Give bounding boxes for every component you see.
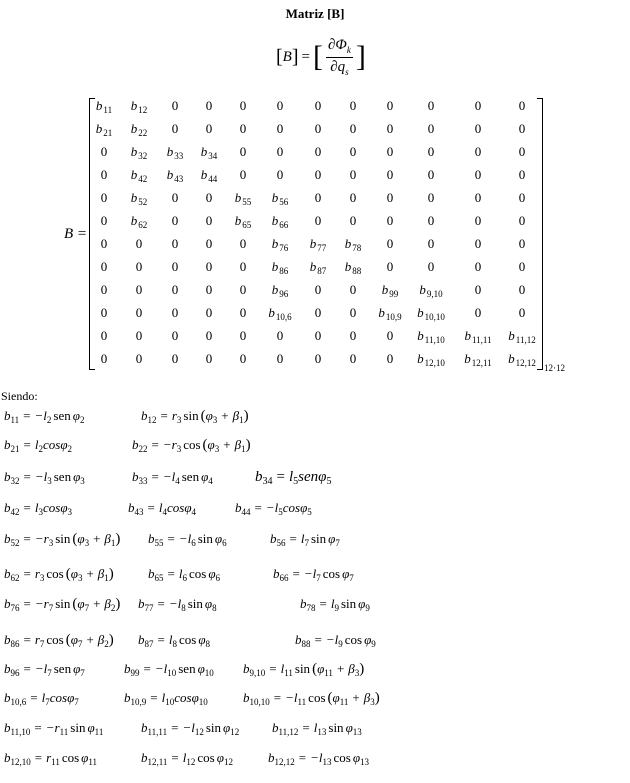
matrix-cell: 0: [474, 121, 482, 136]
matrix-cell: 0: [314, 121, 322, 136]
matrix-cell: 0: [100, 351, 108, 366]
matrix-cell: 0: [205, 121, 213, 136]
matrix-cell: 0: [314, 351, 322, 366]
matrix-cell: 0: [349, 213, 357, 228]
matrix-cell: 0: [349, 305, 357, 320]
matrix-cell: $b_{11,11}$: [464, 328, 492, 345]
matrix-cell: 0: [349, 144, 357, 159]
matrix-cell: 0: [518, 213, 526, 228]
matrix-cell: 0: [100, 144, 108, 159]
matrix-cell: 0: [474, 98, 482, 113]
matrix-cell: 0: [518, 167, 526, 182]
equation: $b_{66} = -l_7$ $\cos \varphi_7$: [273, 566, 354, 583]
matrix-cell: 0: [518, 190, 526, 205]
matrix-cell: 0: [239, 144, 247, 159]
matrix-cell: 0: [518, 259, 526, 274]
equation: $b_{11} = -l_2$ sen $\varphi_2$: [4, 408, 85, 425]
matrix-cell: $b_{10,6}$: [268, 305, 292, 322]
matrix-cell: $b_{12}$: [130, 98, 148, 115]
matrix-cell: 0: [427, 190, 435, 205]
matrix-cell: 0: [386, 121, 394, 136]
matrix-cell: 0: [205, 351, 213, 366]
matrix-cell: 0: [314, 305, 322, 320]
definition-formula: [276, 36, 366, 78]
matrix-cell: 0: [386, 98, 394, 113]
equation: $b_{10,6} = l_7\cos\varphi_7$: [4, 690, 79, 707]
matrix-cell: 0: [386, 167, 394, 182]
equation: $b_{11,12} = l_{13}$ $\sin \varphi_{13}$: [272, 720, 362, 737]
matrix-cell: $b_{78}$: [344, 236, 362, 253]
matrix-cell: 0: [518, 305, 526, 320]
right-bracket: ]: [291, 46, 299, 68]
matrix-cell: 0: [171, 328, 179, 343]
matrix-cell: 0: [276, 98, 284, 113]
matrix-cell: $b_{11,10}$: [417, 328, 445, 345]
right-bracket: ]: [355, 40, 366, 73]
equation: $b_{12} = r_3$ $\sin (\varphi_3 + \beta_1)$: [141, 408, 249, 425]
matrix-cell: 0: [349, 98, 357, 113]
equation: $b_{88} = -l_9$ $\cos \varphi_9$: [295, 632, 376, 649]
matrix-cell: 0: [349, 282, 357, 297]
matrix-cell: 0: [474, 190, 482, 205]
matrix-cell: 0: [171, 190, 179, 205]
equation: $b_{21} = l_2\cos\varphi_2$: [4, 437, 73, 454]
equation: $b_{11,10} = -r_{11}$ $\sin \varphi_{11}$: [4, 720, 104, 737]
matrix-cell: 0: [135, 236, 143, 251]
matrix-cell: 0: [349, 351, 357, 366]
matrix-cell: $b_{65}$: [234, 213, 252, 230]
matrix-cell: 0: [171, 236, 179, 251]
matrix-cell: $b_{12,10}$: [417, 351, 445, 368]
matrix-cell: $b_{99}$: [381, 282, 399, 299]
fraction-denominator: $\partial q_s$: [330, 58, 349, 77]
matrix-cell: 0: [518, 282, 526, 297]
matrix-cell: $b_{96}$: [271, 282, 289, 299]
matrix-cell: 0: [100, 305, 108, 320]
matrix-cell: 0: [171, 282, 179, 297]
equation: $b_{56} = l_7$ $\sin \varphi_7$: [270, 531, 340, 548]
equation: $b_{12,11} = l_{12}$ $\cos \varphi_{12}$: [141, 750, 233, 767]
equation: $b_{10,10} = -l_{11}$ $\cos (\varphi_{11} + \beta_3)$: [243, 690, 380, 707]
matrix-cell: 0: [427, 98, 435, 113]
equation: $b_{22} = -r_3$ $\cos (\varphi_3 + \beta_1)$: [132, 437, 251, 454]
equation: $b_{99} = -l_{10}$ sen $\varphi_{10}$: [124, 661, 214, 678]
matrix-cell: $b_{44}$: [200, 167, 218, 184]
equation: $b_{34} = l_5sen\varphi_5$: [255, 469, 332, 487]
matrix-cell: 0: [100, 213, 108, 228]
matrix-cell: 0: [135, 305, 143, 320]
matrix-cell: 0: [474, 167, 482, 182]
matrix-cell: 0: [474, 236, 482, 251]
matrix-cell: 0: [349, 167, 357, 182]
matrix-cell: 0: [349, 121, 357, 136]
matrix-cell: 0: [171, 259, 179, 274]
equation: $b_{44} = -l_5\cos\varphi_5$: [235, 500, 312, 517]
matrix-cell: $b_{88}$: [344, 259, 362, 276]
matrix-cell: 0: [205, 328, 213, 343]
matrix-cell: $b_{77}$: [309, 236, 327, 253]
matrix-cell: 0: [474, 259, 482, 274]
matrix-cell: 0: [518, 144, 526, 159]
matrix-cell: $b_{86}$: [271, 259, 289, 276]
definition-lhs: B: [282, 48, 292, 65]
equation: $b_{43} = l_4\cos\varphi_4$: [128, 500, 197, 517]
matrix-cell: $b_{62}$: [130, 213, 148, 230]
matrix-cell: 0: [314, 144, 322, 159]
matrix-cell: 0: [314, 167, 322, 182]
matrix-cell: 0: [518, 236, 526, 251]
matrix-cell: 0: [314, 328, 322, 343]
left-bracket: [: [312, 40, 323, 73]
matrix-cell: 0: [239, 305, 247, 320]
matrix-cell: 0: [135, 328, 143, 343]
matrix-cell: 0: [239, 167, 247, 182]
matrix-cell: 0: [205, 305, 213, 320]
matrix-cell: 0: [276, 121, 284, 136]
siendo-label: Siendo:: [1, 389, 38, 403]
matrix-cell: 0: [427, 236, 435, 251]
equation: $b_{78} = l_9$ $\sin \varphi_9$: [300, 596, 370, 613]
matrix-cell: 0: [386, 144, 394, 159]
matrix-cell: 0: [171, 351, 179, 366]
matrix-cell: $b_{87}$: [309, 259, 327, 276]
equation: $b_{33} = -l_4$ sen $\varphi_4$: [132, 469, 213, 486]
matrix-cell: 0: [205, 259, 213, 274]
matrix-cell: 0: [239, 236, 247, 251]
matrix-cell: $b_{66}$: [271, 213, 289, 230]
matrix-cell: 0: [427, 144, 435, 159]
left-bracket: [: [276, 46, 283, 68]
equation: $b_{96} = -l_7$ sen $\varphi_7$: [4, 661, 85, 678]
equation: $b_{10,9} = l_{10}\cos\varphi_{10}$: [124, 690, 208, 707]
matrix-cell: 0: [239, 98, 247, 113]
matrix-cell: 0: [171, 305, 179, 320]
equation: $b_{11,11} = -l_{12}$ $\sin \varphi_{12}$: [141, 720, 240, 737]
matrix-cell: 0: [276, 167, 284, 182]
matrix-cell: 0: [205, 190, 213, 205]
matrix-cell: 0: [474, 282, 482, 297]
matrix-cell: $b_{34}$: [200, 144, 218, 161]
matrix-cell: 0: [386, 213, 394, 228]
matrix-cell: $b_{33}$: [166, 144, 184, 161]
matrix-cell: 0: [386, 190, 394, 205]
equation: $b_{86} = r_7$ $\cos (\varphi_7 + \beta_2)$: [4, 632, 114, 649]
matrix-cell: 0: [474, 213, 482, 228]
equation: $b_{62} = r_3$ $\cos (\varphi_3 + \beta_1)$: [4, 566, 114, 583]
matrix-size: 12·12: [544, 363, 565, 373]
matrix-cell: 0: [276, 328, 284, 343]
matrix-cell: 0: [100, 282, 108, 297]
matrix-cell: 0: [239, 121, 247, 136]
equation: $b_{55} = -l_6$ $\sin \varphi_6$: [148, 531, 227, 548]
matrix-cell: 0: [518, 98, 526, 113]
matrix-cell: 0: [427, 259, 435, 274]
matrix-cell: 0: [276, 351, 284, 366]
matrix-cell: 0: [135, 351, 143, 366]
matrix-cell: 0: [239, 351, 247, 366]
matrix-cell: 0: [205, 98, 213, 113]
matrix-cell: 0: [314, 98, 322, 113]
matrix-cell: 0: [314, 213, 322, 228]
matrix-cell: 0: [135, 259, 143, 274]
matrix-cell: 0: [239, 282, 247, 297]
matrix-cell: $b_{9,10}$: [419, 282, 443, 299]
matrix-cell: 0: [314, 282, 322, 297]
matrix-cell: 0: [171, 121, 179, 136]
matrix-cell: 0: [386, 351, 394, 366]
equation: $b_{87} = l_8$ $\cos \varphi_8$: [138, 632, 211, 649]
matrix-cell: 0: [171, 98, 179, 113]
matrix-cell: 0: [100, 167, 108, 182]
fraction-numerator: $\partial\Phi_k$: [326, 37, 353, 58]
matrix-cell: 0: [427, 213, 435, 228]
matrix-cell: 0: [276, 144, 284, 159]
matrix-cell: $b_{21}$: [95, 121, 113, 138]
matrix-label: B =: [64, 226, 88, 242]
matrix-cell: 0: [205, 213, 213, 228]
matrix-cell: 0: [349, 328, 357, 343]
matrix-cell: 0: [100, 236, 108, 251]
matrix-cell: 0: [239, 328, 247, 343]
equation: $b_{65} = l_6$ $\cos \varphi_6$: [148, 566, 221, 583]
matrix-cell: $b_{12,11}$: [464, 351, 492, 368]
equation: $b_{12,10} = r_{11}$ $\cos \varphi_{11}$: [4, 750, 98, 767]
matrix-cell: 0: [386, 236, 394, 251]
equation: $b_{12,12} = -l_{13}$ $\cos \varphi_{13}$: [268, 750, 370, 767]
matrix-cell: $b_{22}$: [130, 121, 148, 138]
matrix-cell: 0: [386, 328, 394, 343]
matrix-cell: $b_{56}$: [271, 190, 289, 207]
matrix-cell: 0: [171, 213, 179, 228]
matrix-cell: 0: [100, 190, 108, 205]
matrix-cell: 0: [314, 190, 322, 205]
matrix-cell: 0: [100, 328, 108, 343]
matrix-cell: $b_{32}$: [130, 144, 148, 161]
matrix-cell: $b_{11,12}$: [508, 328, 536, 345]
matrix-cell: 0: [205, 236, 213, 251]
matrix-cell: $b_{52}$: [130, 190, 148, 207]
matrix-cell: $b_{76}$: [271, 236, 289, 253]
matrix-cell: 0: [239, 259, 247, 274]
matrix-cell: 0: [427, 121, 435, 136]
matrix-cell: 0: [474, 305, 482, 320]
equation: $b_{42} = l_3\cos\varphi_3$: [4, 500, 73, 517]
matrix-cell: 0: [100, 259, 108, 274]
equation: $b_{77} = -l_8$ $\sin \varphi_8$: [138, 596, 217, 613]
equals-sign: =: [301, 48, 310, 65]
equation: $b_{52} = -r_3$ $\sin (\varphi_3 + \beta_1)$: [4, 531, 121, 548]
matrix-cell: 0: [205, 282, 213, 297]
matrix-cell: 0: [427, 167, 435, 182]
equation: $b_{76} = -r_7$ $\sin (\varphi_7 + \beta_2)$: [4, 596, 121, 613]
matrix-cell: 0: [474, 144, 482, 159]
partial-derivative-fraction: [326, 37, 353, 78]
equation: $b_{9,10} = l_{11}$ $\sin (\varphi_{11} + \beta_3)$: [243, 661, 365, 678]
page-title: Matriz [B]: [285, 6, 345, 21]
matrix-cell: $b_{10,10}$: [417, 305, 445, 322]
matrix-cell: $b_{42}$: [130, 167, 148, 184]
matrix-cell: $b_{43}$: [166, 167, 184, 184]
matrix-cell: 0: [349, 190, 357, 205]
matrix-cell: $b_{12,12}$: [508, 351, 536, 368]
matrix-cell: 0: [386, 259, 394, 274]
matrix-cell: $b_{10,9}$: [378, 305, 402, 322]
matrix-cell: $b_{11}$: [95, 98, 113, 115]
equation: $b_{32} = -l_3$ sen $\varphi_3$: [4, 469, 85, 486]
matrix-cell: 0: [518, 121, 526, 136]
matrix-cell: 0: [135, 282, 143, 297]
matrix-cell: $b_{55}$: [234, 190, 252, 207]
